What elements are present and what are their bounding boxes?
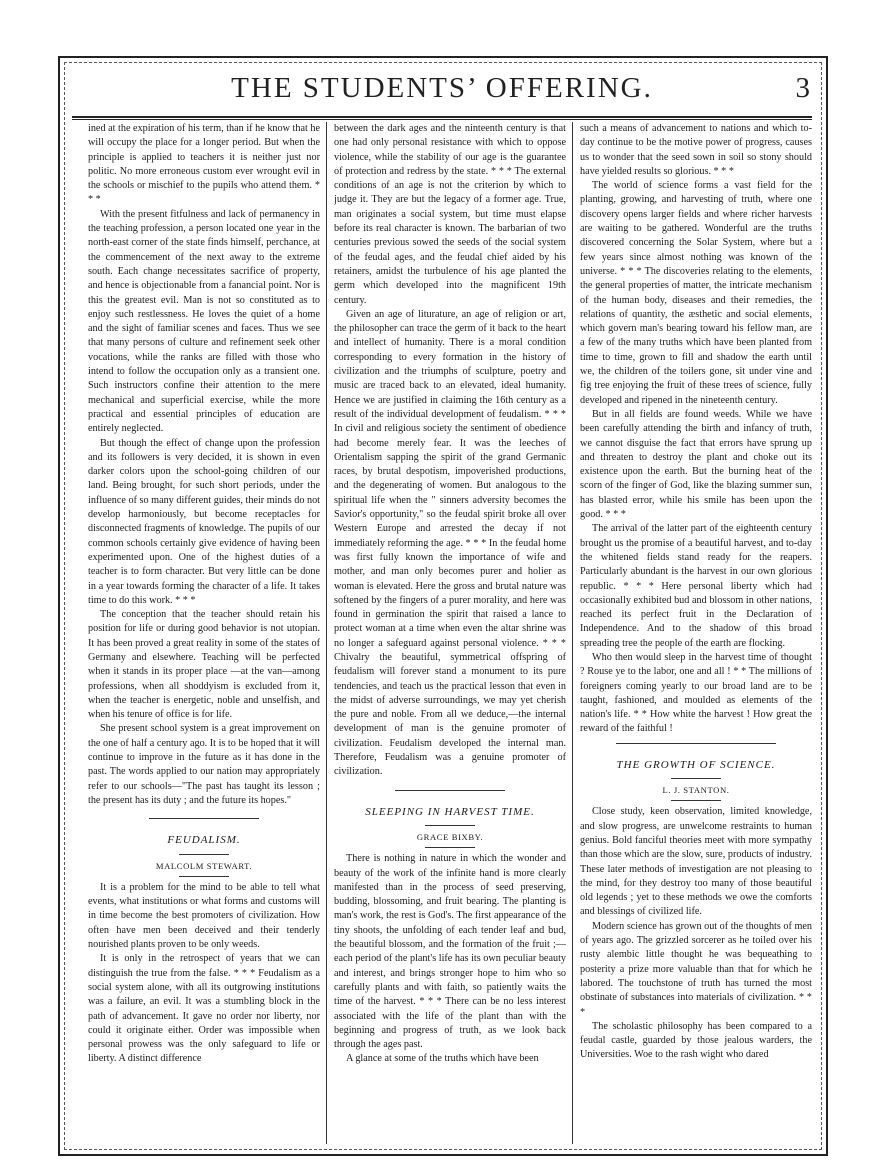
paragraph: It is a problem for the mind to be able to tell what events, what institutions or what forms and customs will in time become the best promoters of civilization. How often have men been deceived and their tenderly nourished plants proven to be only weeds.	[88, 881, 320, 951]
paragraph: It is only in the retrospect of years that we can distinguish the true from the false. * * * Feudalism as a social system alone, with all its outgrowing institutions was a failure, an evil. It was a stumbling block in the path of advancement. It gave no order nor liberty, nor could it originate either. Order was impossible when personal prowess was the only safeguard to life or liberty. A distinct difference	[88, 953, 320, 1065]
paragraph: But though the effect of change upon the profession and its followers is very decided, it is shown in even darker colors upon the school-going children of our land. Being brought, for such short periods, under the influence of so many different guides, their minds do not develop harmoniously, but become receptacles for disconnected fragments of knowledge. The pupils of our common schools certainly give evidence of having been experimented upon. One of the highest duties of a teacher is to form character. But very little can be done in a year towards forming the character of a life. It takes time to do this work. * * *	[88, 437, 320, 606]
article-heading-feudalism: FEUDALISM.	[167, 834, 241, 847]
paragraph: There is nothing in nature in which the wonder and beauty of the work of the infinite hand is more clearly manifested than in the process of seed preserving, budding, blossoming, and fruit bearing. The planting is man's work, the rest is God's. The first appearance of the tiny shoots, the unfolding of each tender leaf and bud, the beautiful blossom, and the formation of the fruit ;—each period of the plant's life has its own peculiar beauty and interest, and brings stronger hope to him who so carefully plants and with faith, so patiently waits the time of the harvest. * * * There can be no less interest associated with the life of the plant than with the beginning and progress of truth, as we look back through the ages past.	[334, 853, 566, 1051]
column-2	[334, 122, 566, 1142]
section-rule	[149, 818, 259, 819]
paragraph: A glance at some of the truths which have been	[346, 1053, 539, 1065]
paragraph: Close study, keen observation, limited knowledge, and slow progress, are unwelcome restraints to human genius. Bold fanciful theories meet with more sympathy than those which are the slow, sure, products of industry. These later methods of investigation are not pleasing to the mind, for they destroy too many of those beautiful old legends ; yet to these methods we owe the comforts and blessings of civilized life.	[580, 806, 812, 918]
article-byline: GRACE BIXBY.	[416, 831, 484, 842]
paragraph: such a means of advancement to nations and which to-day continue to be the motive power of progress, causes us to wonder that the seed sown in soil so stony should have yielded results so glorious. * * *	[580, 123, 812, 177]
paragraph: between the dark ages and the ninteenth century is that one had only personal resistance with which to oppose violence, while the stability of our age is the guarantee of protection and redress by the state. * * * The external conditions of an age is not the criterion by which to judge it. They are but the legacy of a former age. True, man originates a social system, but time must elapse before its real character is known. The barbarian of two centuries previous sowed the seeds of the social system of the feudal ages, and the feudal chief aided by his retainers, amidst the turbulence of his age planted the germ which developed into the magnificent 19th century.	[334, 123, 566, 306]
paragraph: Given an age of liturature, an age of religion or art, the philosopher can trace the germ of it back to the heart and intellect of humanity. There is a moral condition corresponding to every formation in the history of civilization and the triumphs of sculpture, poetry and music are traced back to an elevated, ideal humanity. Hence we are justified in claiming the 16th century as a result of the individual development of feudalism. * * * In civil and religious society the sentiment of obedience had become merely fear. It was the leeches of Orientalism sapping the spirit of the grand Germanic races, by brutal despotism, impoverished productions, and the degenerating of women. But analogous to the spiritual life when the " sinners adversity becomes the Savior's opportunity," so the feudal spirit broke all over Western Europe and arrested the decay if not immediately reforming the age. * * * In the feudal home was first fully known the importance of wife and mother, and man only becomes purer and holier as woman is elevated. Here the gross and brutal nature was softened by the fingers of a purer morality, and here was found in germination the spirit that raised a lance to protect woman at a time when even the altar shrine was no longer a safeguard against personal violence. * * * Chivalry the beautiful, symmetrical offspring of feudalism will forever stand a monument to its pure tendencies, and teach us the practical lesson that even in the midst of adverse surroundings, we may yet cherish the pure and noble. From all we deduce,—the internal development of man is the genuine promoter of civilization. Feudalism developed the internal man. Therefore, Feudalism was a genuine promoter of civilization.	[334, 308, 566, 778]
byline-rule	[179, 876, 229, 877]
paragraph: ined at the expiration of his term, than if he know that he will occupy the place for a longer period. But when the principle is applied to teachers it is neither just nor politic. No more erroneous custom ever wrought evil in the schools or mischief to the pupils who attend them. * * *	[88, 123, 320, 206]
column-1	[88, 122, 320, 1142]
paragraph: The scholastic philosophy has been compared to a feudal castle, guarded by those jealous warders, the Universities. Woe to the rash wight who dared	[580, 1020, 812, 1061]
article-heading-science: THE GROWTH OF SCIENCE.	[616, 758, 776, 771]
article-heading-harvest: SLEEPING IN HARVEST TIME.	[365, 805, 535, 818]
paragraph: The conception that the teacher should retain his position for life or during good behavior is not utopian. It has been proved a great reality in some of the states of Germany and elsewhere. Teaching will be perfected when it stands in its proper place —at the van—among professions, when all shoddyism is excluded from it, when the teacher is energetic, noble and unselfish, and when his tenure of office is for life.	[88, 609, 320, 721]
column-divider	[572, 122, 573, 1144]
paragraph: She present school system is a great improvement on the one of half a century ago. It is to be hoped that it will continue to improve in the future as it has done in the past. The words applied to our nation may appropriately refer to our schools—"The past has taught its lesson ; the present has its duty ; and the future its hopes."	[88, 723, 320, 806]
heading-rule	[425, 825, 475, 826]
paragraph: Modern science has grown out of the thoughts of men of years ago. The grizzled sorcerer as he toiled over his rusty alembic little thought he was bequeathing to posterity a prize more valuable than that for which he labored. The touchstone of truth has turned the most obstinate of substances into materials of civilization. * * *	[580, 920, 812, 1018]
byline-rule	[671, 800, 721, 801]
heading-rule	[671, 778, 721, 779]
byline-rule	[425, 847, 475, 848]
column-3	[580, 122, 812, 1142]
page-number: 3	[795, 72, 810, 104]
paragraph: The arrival of the latter part of the eighteenth century brought us the promise of a beautiful harvest, and to-day the whitened fields stand ready for the reapers. Particularly abundant is the harvest in our own glorious republic. * * * Here personal liberty which had occasionally exhibited bud and blossom in other nations, reached its perfect fruit in the Declaration of Independence. And to the shadow of this broad spreading tree the people of the earth are flocking.	[580, 523, 812, 649]
header-rule	[72, 116, 812, 118]
paragraph: The world of science forms a vast field for the planting, growing, and harvesting of truth, where one discovery opens larger fields and where richer harvests are waiting to be gathered. Wonderful are the truths discovered concerning the Solar System, where but a few years since almost nothing was known of the universe. * * * The discoveries relating to the elements, the general properties of matter, the intricate mechanism of the human body, diseases and their remedies, the relations of quantity, the æsthetic and social elements, which govern man's bearing toward his fellow man, are a few of the many truths which have been planted from time to time, grown to fill and shadow the earth until we, the children of the toilers gone, sit under vine and fig tree enjoying the fruit of these trees of science, fully developed and ripened in the nineteenth century.	[580, 180, 812, 406]
section-rule	[616, 743, 776, 744]
section-rule	[395, 790, 505, 791]
header-rule-thin	[72, 119, 812, 120]
heading-rule	[179, 854, 229, 855]
publication-title: THE STUDENTS’ OFFERING.	[231, 72, 653, 104]
paragraph: Who then would sleep in the harvest time of thought ? Rouse ye to the labor, one and all ! * * The millions of foreigners coming yearly to our broad land are to be taught, fashioned, and moulded as elements of the nation's life. * * How white the harvest ! How great the reward of the faithful !	[580, 651, 812, 735]
column-divider	[326, 122, 327, 1144]
article-byline: L. J. STANTON.	[662, 785, 730, 796]
paragraph: With the present fitfulness and lack of permanency in the teaching profession, a person located one year in the north-east corner of the state finds himself, perchance, at the commencement of the next away to the extreme south. Each change necessitates sacrifice of property, and hence is objectionable from a fanancial point. Nor is this the greatest evil. Man is not so constituted as to enjoy such restlessness. He loves the quiet of a home and the sight of familiar scenes and faces. Thus we see that many persons of culture and refinement seek other vocations, while the ranks are filled with those who intend to follow the occupation only as a transient one. Such instructors confine their attention to the mere mechanical and superficial exercise, while the more practical and essential principles of education are entirely neglected.	[88, 208, 320, 435]
masthead	[72, 72, 812, 112]
paragraph: But in all fields are found weeds. While we have been carefully attending the birth and infancy of truth, we cannot disguise the fact that errors have sprung up and threaten to destroy the plant and choke out its existence upon the earth. But the burning heat of the scorn of the finger of God, like the blazing summer sun, has blasted error, while his smile has been upon the good. * * *	[580, 408, 812, 521]
article-byline: MALCOLM STEWART.	[155, 860, 253, 871]
